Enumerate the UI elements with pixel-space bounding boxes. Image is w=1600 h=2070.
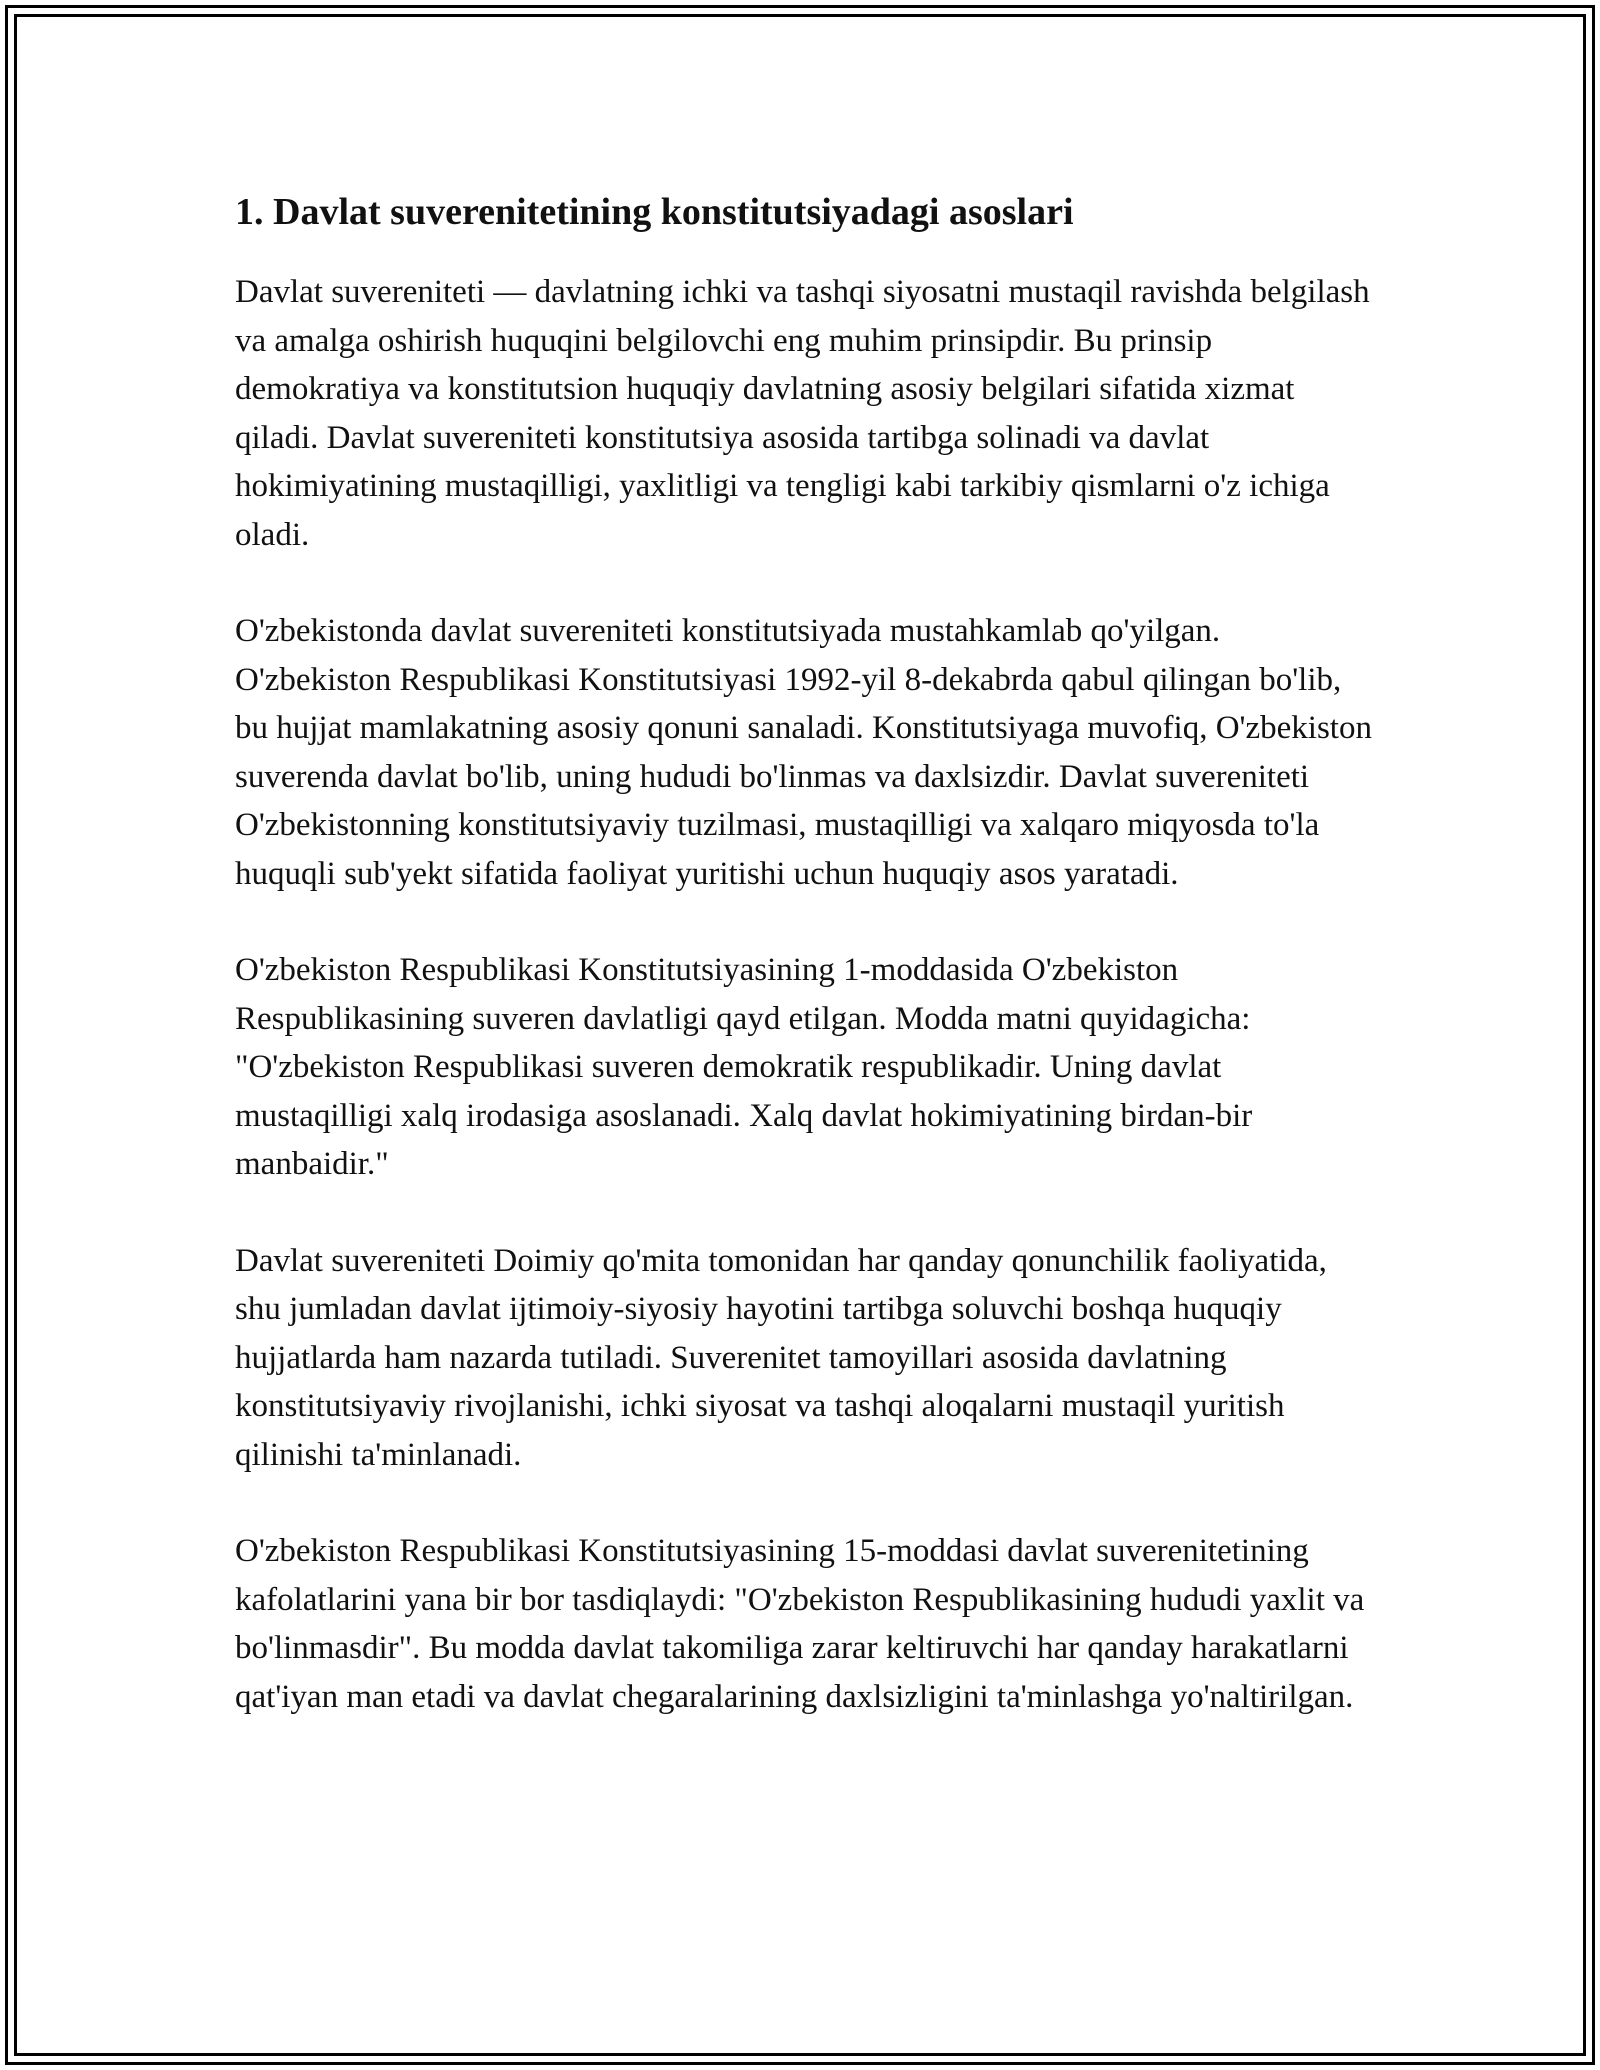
section-heading: 1. Davlat suverenitetining konstitutsiyadagi asoslari (235, 191, 1074, 233)
document-body (235, 184, 1375, 1769)
paragraph-5: O'zbekiston Respublikasi Konstitutsiyasining 15-moddasi davlat suverenitetining kafolatlarini yana bir bor tasdiqlaydi: "O'zbekiston Respublikasining hududi yaxlit va bo'linmasdir". Bu modda davlat takomiliga zarar keltiruvchi har qanday harakatlarni qat'iyan man etadi va davlat chegaralarining daxlsizligini ta'minlashga yo'naltirilgan. (235, 1533, 1365, 1715)
paragraph-1: Davlat suvereniteti — davlatning ichki va tashqi siyosatni mustaqil ravishda belgilash va amalga oshirish huquqini belgilovchi eng muhim prinsipdir. Bu prinsip demokratiya va konstitutsion huquqiy davlatning asosiy belgilari sifatida xizmat qiladi. Davlat suvereniteti konstitutsiya asosida tartibga solinadi va davlat hokimiyatining mustaqilligi, yaxlitligi va tengligi kabi tarkibiy qismlarni o'z ichiga oladi. (235, 274, 1370, 553)
paragraph-3: O'zbekiston Respublikasi Konstitutsiyasining 1-moddasida O'zbekiston Respublikasining suveren davlatligi qayd etilgan. Modda matni quyidagicha: "O'zbekiston Respublikasi suveren demokratik respublikadir. Uning davlat mustaqilligi xalq irodasiga asoslanadi. Xalq davlat hokimiyatining birdan-bir manbaidir." (235, 952, 1253, 1182)
paragraph-4: Davlat suvereniteti Doimiy qo'mita tomonidan har qanday qonunchilik faoliyatida, shu jumladan davlat ijtimoiy-siyosiy hayotini tartibga soluvchi boshqa huquqiy hujjatlarda ham nazarda tutiladi. Suverenitet tamoyillari asosida davlatning konstitutsiyaviy rivojlanishi, ichki siyosat va tashqi aloqalarni mustaqil yuritish qilinishi ta'minlanadi. (235, 1242, 1327, 1473)
paragraph-2: O'zbekistonda davlat suvereniteti konstitutsiyada mustahkamlab qo'yilgan. O'zbekiston Respublikasi Konstitutsiyasi 1992-yil 8-dekabrda qabul qilingan bo'lib, bu hujjat mamlakatning asosiy qonuni sanaladi. Konstitutsiyaga muvofiq, O'zbekiston suverenda davlat bo'lib, uning hududi bo'linmas va daxlsizdir. Davlat suvereniteti O'zbekistonning konstitutsiyaviy tuzilmasi, mustaqilligi va xalqaro miqyosda to'la huquqli sub'yekt sifatida faoliyat yuritishi uchun huquqiy asos yaratadi. (235, 613, 1372, 892)
